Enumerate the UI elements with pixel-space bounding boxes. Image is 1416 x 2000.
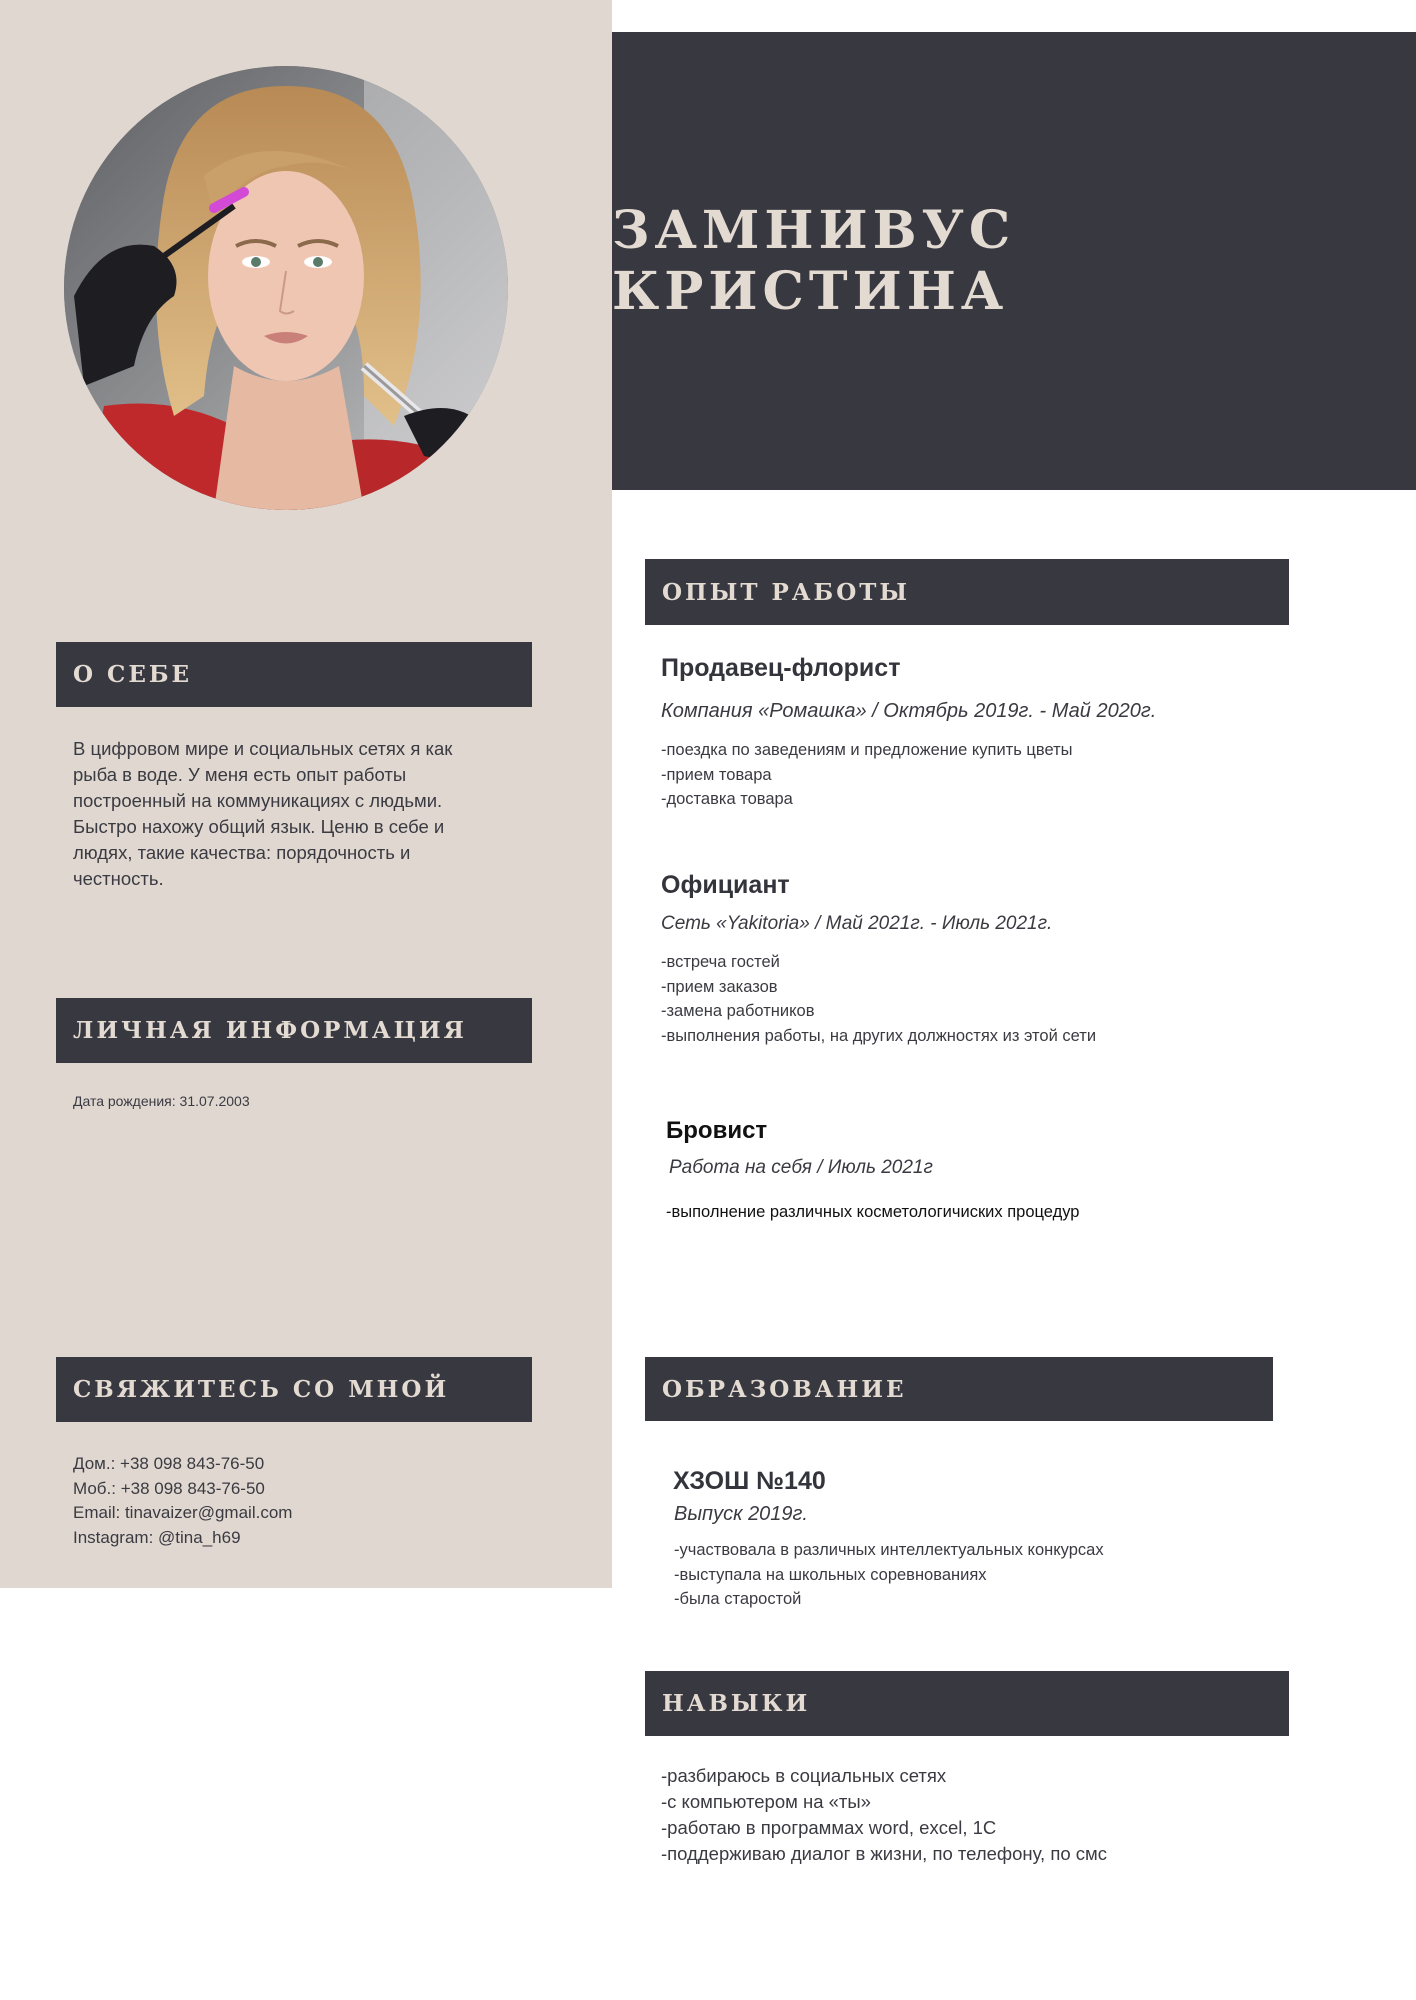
job-title: Официант (661, 871, 790, 899)
contact-heading: СВЯЖИТЕСЬ СО МНОЙ (56, 1357, 532, 1422)
skill-item: -поддерживаю диалог в жизни, по телефону, по смс (661, 1843, 1107, 1864)
education-items (674, 1538, 1104, 1612)
job-title: Продавец-флорист (661, 654, 901, 682)
contact-home-phone: Дом.: +38 098 843-76-50 (73, 1454, 265, 1473)
job-duty: -доставка товара (661, 790, 793, 808)
birth-date: Дата рождения: 31.07.2003 (73, 1093, 250, 1109)
about-line: Быстро нахожу общий язык. Ценю в себе и (73, 816, 445, 837)
skills-heading: НАВЫКИ (645, 1671, 1289, 1736)
job-duties (661, 738, 1073, 812)
contact-instagram: Instagram: @tina_h69 (73, 1527, 241, 1547)
education-item: -выступала на школьных соревнованиях (674, 1565, 987, 1584)
job-title: Бровист (666, 1117, 768, 1144)
job-company: Работа на себя / Июль 2021г (669, 1157, 933, 1178)
about-line: построенный на коммуникациях с людьми. (73, 790, 443, 811)
about-heading: О СЕБЕ (56, 642, 532, 707)
skills-list (661, 1763, 1107, 1867)
job-duties (661, 950, 1096, 1048)
about-line: рыба в воде. У меня есть опыт работы (73, 764, 407, 785)
about-line: В цифровом мире и социальных сетях я как (73, 738, 453, 759)
job-duty: -выполнения работы, на других должностях из этой сети (661, 1026, 1097, 1045)
education-item: -была старостой (674, 1590, 802, 1608)
skill-item: -с компьютером на «ты» (661, 1791, 871, 1812)
job-duty: -поездка по заведениям и предложение купить цветы (661, 741, 1073, 759)
skill-item: -работаю в программах word, excel, 1С (661, 1817, 997, 1838)
job-company: Компания «Ромашка» / Октябрь 2019г. - Май 2020г. (661, 700, 1157, 722)
skill-item: -разбираюсь в социальных сетях (661, 1765, 947, 1786)
graduation-year: Выпуск 2019г. (674, 1503, 808, 1525)
about-line: честность. (73, 868, 164, 889)
education-item: -участвовала в различных интеллектуальных конкурсах (674, 1541, 1104, 1559)
profile-photo (64, 66, 508, 510)
job-duty: -замена работников (661, 1002, 815, 1020)
experience-heading: ОПЫТ РАБОТЫ (645, 559, 1289, 625)
job-duty: -прием товара (661, 765, 772, 784)
job-duty: -прием заказов (661, 977, 778, 996)
about-text (73, 736, 543, 892)
job-duty: -встреча гостей (661, 953, 780, 971)
job-duty: -выполнение различных косметологичиских процедур (666, 1203, 1080, 1221)
contact-mobile-phone: Моб.: +38 098 843-76-50 (73, 1478, 265, 1498)
job-company: Сеть «Yakitoria» / Май 2021г. - Июль 2021г. (661, 913, 1053, 934)
job-duties (666, 1200, 1079, 1225)
about-line: людях, такие качества: порядочность и (73, 842, 411, 863)
education-heading: ОБРАЗОВАНИЕ (645, 1357, 1273, 1421)
personal-info-heading: ЛИЧНАЯ ИНФОРМАЦИЯ (56, 998, 532, 1063)
school-name: ХЗОШ №140 (673, 1467, 826, 1495)
portrait-illustration (64, 66, 508, 510)
contact-details (73, 1452, 292, 1550)
contact-email: Email: tinavaizer@gmail.com (73, 1503, 293, 1522)
person-name: ЗАМНИВУС КРИСТИНА (612, 200, 1016, 322)
